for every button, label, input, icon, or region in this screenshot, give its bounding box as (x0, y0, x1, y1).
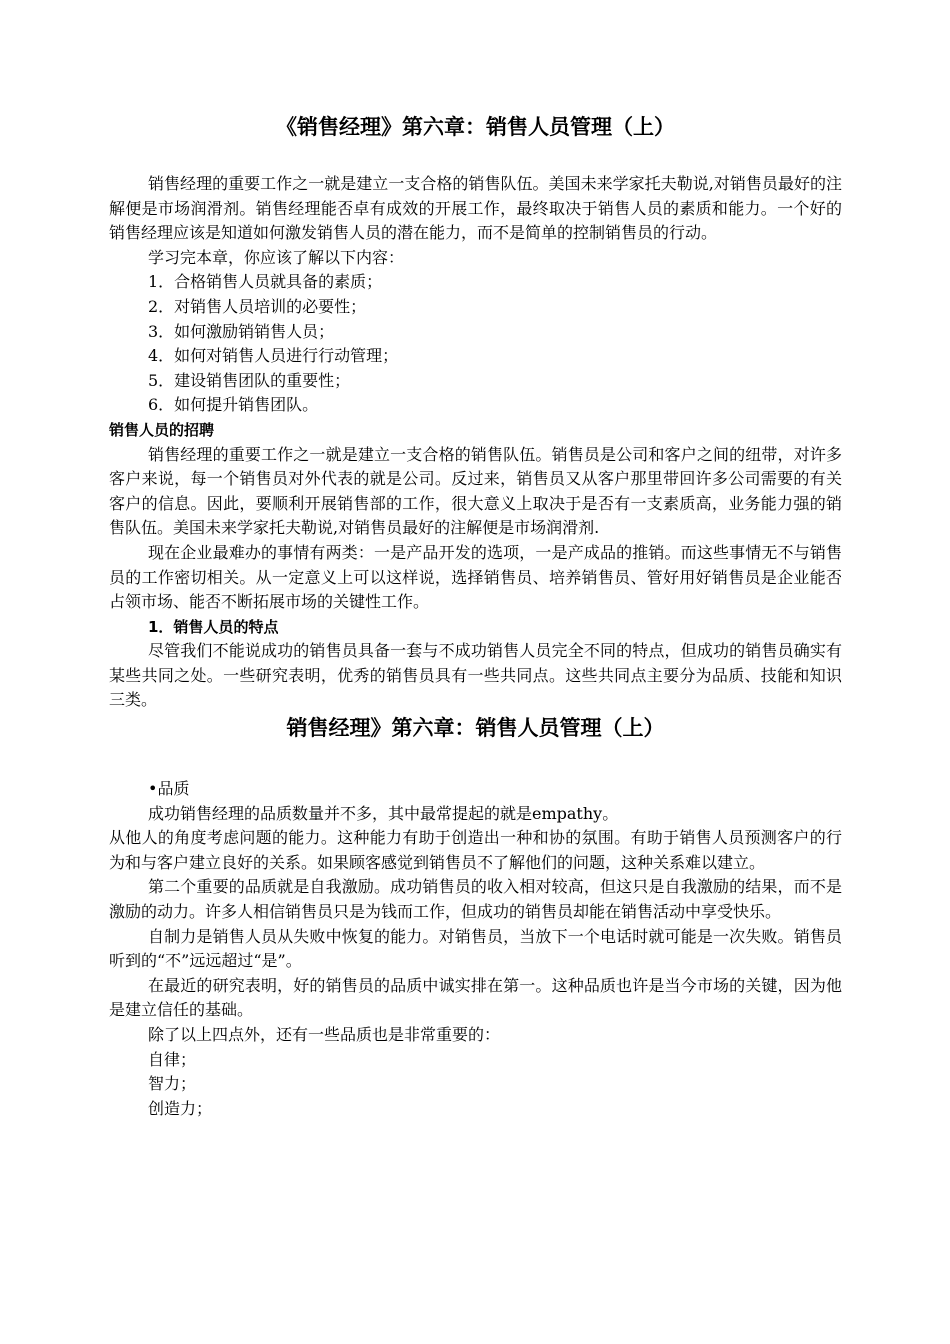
quality-paragraph-3: 自制力是销售人员从失败中恢复的能力。对销售员，当放下一个电话时就可能是一次失败。销售员听到的“不”远远超过“是”。 (109, 926, 842, 971)
learn-line: 学习完本章，你应该了解以下内容： (148, 247, 405, 267)
recruit-paragraph-2: 现在企业最难办的事情有两类：一是产品开发的选项，一是产成品的推销。而这些事情无不与销售员的工作密切相关。从一定意义上可以这样说，选择销售员、培养销售员、管好用好销售员是企业能否占领市场、能否不断拓展市场的关键性工作。 (109, 542, 842, 612)
list-item: 2．对销售人员培训的必要性； (148, 296, 367, 316)
section-heading-traits: 1．销售人员的特点 (148, 617, 279, 636)
quality-paragraph-2: 第二个重要的品质就是自我激励。成功销售员的收入相对较高，但这只是自我激励的结果，而不是激励的动力。许多人相信销售员只是为钱而工作，但成功的销售员却能在销售活动中享受快乐。 (109, 877, 842, 922)
quality-paragraph-5: 除了以上四点外，还有一些品质也是非常重要的： (148, 1025, 501, 1044)
quality-paragraph-1: 成功销售经理的品质数量并不多，其中最常提起的就是empathy。 (148, 803, 619, 823)
list-item: 5．建设销售团队的重要性； (148, 370, 351, 390)
list-item: 3．如何激励销销售人员； (148, 321, 335, 341)
section-title-repeat: 销售经理》第六章：销售人员管理（上） (286, 716, 665, 741)
intro-paragraph: 销售经理的重要工作之一就是建立一支合格的销售队伍。美国未来学家托夫勒说,对销售员最好的注解便是市场润滑剂。销售经理能否卓有成效的开展工作，最终取决于销售人员的素质和能力。一个好的销售经理应该是知道如何激发销售人员的潜在能力，而不是简单的控制销售员的行动。 (109, 174, 842, 243)
extra-quality-item: 智力； (148, 1074, 197, 1094)
page-title: 《销售经理》第六章：销售人员管理（上） (276, 115, 675, 139)
traits-paragraph: 尽管我们不能说成功的销售员具备一套与不成功销售人员完全不同的特点，但成功的销售员确实有某些共同之处。一些研究表明，优秀的销售员具有一些共同点。这些共同点主要分为品质、技能和知识三类。 (109, 641, 842, 710)
list-item: 4．如何对销售人员进行行动管理； (148, 346, 399, 366)
section-heading-recruit: 销售人员的招聘 (109, 420, 215, 439)
bullet-quality: •品质 (148, 779, 190, 799)
list-item: 1．合格销售人员就具备的素质； (148, 272, 383, 292)
quality-paragraph-1b: 从他人的角度考虑问题的能力。这种能力有助于创造出一种和协的氛围。有助于销售人员预测客户的行为和与客户建立良好的关系。如果顾客感觉到销售员不了解他们的问题，这种关系难以建立。 (109, 828, 842, 872)
list-item: 6．如何提升销售团队。 (148, 395, 319, 415)
extra-quality-item: 自律； (148, 1049, 197, 1069)
extra-quality-item: 创造力； (148, 1098, 213, 1118)
quality-paragraph-4: 在最近的研究表明，好的销售员的品质中诚实排在第一。这种品质也许是当今市场的关键，因为他是建立信任的基础。 (109, 975, 842, 1020)
recruit-paragraph-1: 销售经理的重要工作之一就是建立一支合格的销售队伍。销售员是公司和客户之间的纽带，对许多客户来说，每一个销售员对外代表的就是公司。反过来，销售员又从客户那里带回许多公司需要的有关客户的信息。因此，要顺利开展销售部的工作，很大意义上取决于是否有一支素质高，业务能力强的销售队伍。美国未来学家托夫勒说,对销售员最好的注解便是市场润滑剂. (109, 444, 842, 538)
